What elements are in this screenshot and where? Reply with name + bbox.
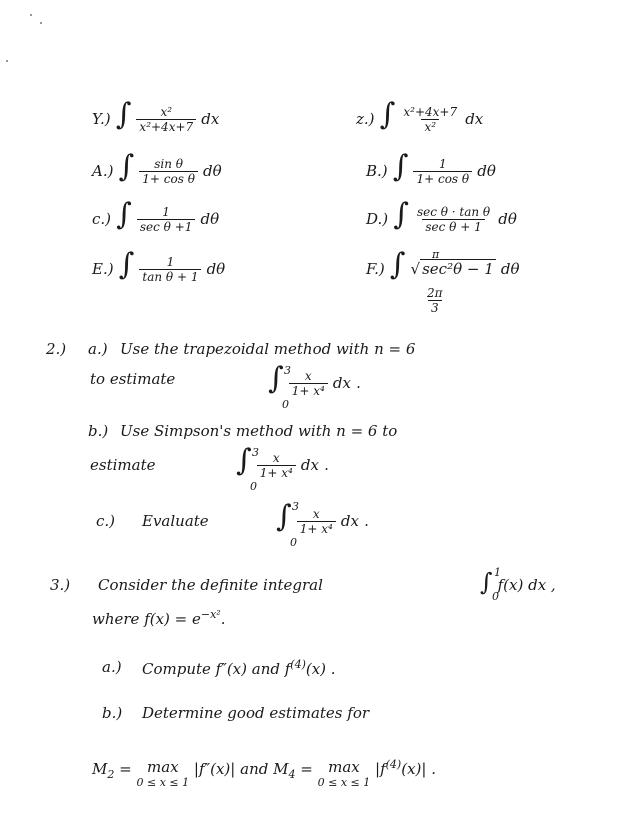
problem2-a-text: to estimate	[90, 370, 176, 388]
fraction	[136, 105, 196, 134]
m4-symbol: M	[273, 760, 289, 778]
lower-limit: 0	[282, 398, 289, 411]
integral-sign: ∫	[116, 197, 132, 232]
item-z	[356, 97, 484, 134]
exponent: −x²	[200, 608, 221, 621]
integral-sign: ∫	[392, 149, 409, 184]
lower-limit: 0	[290, 536, 297, 549]
m2-symbol: M	[92, 760, 108, 778]
problem3-where	[92, 608, 226, 628]
fraction	[257, 451, 296, 480]
differential: dx	[201, 110, 220, 128]
item-y	[92, 97, 220, 134]
period: .	[431, 760, 437, 778]
integral-sign: ∫	[236, 443, 252, 478]
where-text: where f(x) = e	[92, 610, 201, 628]
numerator: sin θ	[154, 157, 183, 171]
and-text: and	[240, 760, 269, 778]
differential: dθ	[203, 162, 222, 180]
denominator: x²+4x+7	[136, 119, 196, 134]
problem2-label: 2.)	[46, 340, 67, 358]
fraction	[139, 157, 198, 186]
fraction	[424, 286, 446, 315]
item-label: c.)	[92, 210, 112, 228]
item-e	[92, 247, 226, 284]
denominator: 1+ cos θ	[139, 171, 198, 186]
upper-limit: 3	[252, 446, 259, 459]
fraction	[297, 507, 336, 536]
denominator: x²	[421, 119, 439, 134]
differential: dx	[300, 456, 319, 474]
item-label: Y.)	[92, 110, 111, 128]
lower-limit	[424, 286, 446, 315]
superscript: (4)	[290, 658, 306, 671]
denominator: sec θ + 1	[422, 219, 484, 234]
denominator: 1+ cos θ	[413, 171, 472, 186]
equals: =	[300, 760, 313, 778]
problem2-c-label: c.)	[96, 512, 116, 530]
fraction	[289, 369, 328, 398]
integral-sign: ∫	[118, 149, 135, 184]
period: .	[364, 512, 369, 530]
upper-limit: 3	[284, 364, 291, 377]
problem3-text: Consider the definite integral	[98, 576, 323, 594]
item-label: D.)	[366, 210, 389, 228]
max-text: max	[328, 758, 360, 776]
problem3-b-label: b.)	[102, 704, 123, 722]
denominator: 1+ x⁴	[257, 465, 296, 480]
scan-speck	[30, 14, 32, 16]
integral-sign: ∫	[268, 361, 284, 396]
lower-limit: 0	[492, 590, 499, 603]
max-operator	[318, 758, 371, 789]
m4-abs-close: (x)|	[401, 760, 427, 778]
item-label: z.)	[356, 110, 375, 128]
problem3-a-text	[142, 658, 336, 678]
numerator: 2π	[427, 286, 443, 300]
item-label: B.)	[366, 162, 388, 180]
upper-limit: 3	[292, 500, 299, 513]
period: .	[220, 610, 226, 628]
item-a	[92, 149, 222, 186]
numerator: x²	[160, 105, 173, 119]
lower-limit: 0	[250, 480, 257, 493]
numerator: x	[304, 369, 312, 383]
denominator: tan θ + 1	[139, 269, 201, 284]
m2-expression	[92, 758, 436, 789]
radical: √ sec²θ − 1	[410, 260, 494, 278]
problem2-a-text: Use the trapezoidal method with n = 6	[120, 340, 416, 358]
item-f	[366, 247, 520, 282]
max-range: 0 ≤ x ≤ 1	[317, 776, 371, 789]
numerator: x²+4x+7	[403, 105, 458, 119]
upper-limit: π	[432, 248, 440, 261]
integral-sign: ∫	[393, 197, 409, 232]
problem2-c-text: Evaluate	[142, 512, 209, 530]
subscript: 4	[288, 768, 296, 781]
differential: dθ	[500, 260, 520, 278]
item-d	[366, 197, 517, 234]
fraction	[413, 157, 472, 186]
item-c	[92, 197, 220, 234]
differential: dθ	[477, 162, 496, 180]
differential: dθ	[498, 210, 517, 228]
compute-text: Compute f″(x) and f	[142, 660, 291, 678]
compute-tail: (x) .	[305, 660, 336, 678]
differential: dx	[340, 512, 359, 530]
denominator: 1+ x⁴	[297, 521, 336, 536]
problem2-a-integral	[268, 361, 361, 398]
numerator: 1	[166, 255, 175, 269]
problem2-a-label: a.)	[88, 340, 108, 358]
radicand: sec²θ − 1	[422, 260, 494, 278]
integrand: f(x) dx ,	[497, 576, 556, 594]
problem2-b-text: estimate	[90, 456, 156, 474]
m4-abs-open: |f	[375, 760, 386, 778]
denominator: 3	[428, 300, 442, 315]
differential: dx	[332, 374, 351, 392]
item-b	[366, 149, 496, 186]
integral-sign: ∫	[389, 247, 406, 282]
period: .	[356, 374, 361, 392]
denominator: 1+ x⁴	[289, 383, 328, 398]
max-operator	[137, 758, 190, 789]
numerator: 1	[162, 205, 170, 219]
superscript: (4)	[385, 758, 402, 771]
max-range: 0 ≤ x ≤ 1	[136, 776, 190, 789]
upper-limit: 1	[494, 566, 501, 579]
item-label: E.)	[92, 260, 114, 278]
numerator: sec θ · tan θ	[416, 205, 491, 219]
integral-sign: ∫	[118, 247, 135, 282]
scan-speck	[40, 22, 42, 24]
m2-abs: |f″(x)|	[193, 760, 236, 778]
integral-sign: ∫	[379, 97, 396, 132]
fraction	[139, 255, 201, 284]
period: .	[324, 456, 329, 474]
problem3-label: 3.)	[50, 576, 71, 594]
equals: =	[119, 760, 132, 778]
integral-sign: ∫	[115, 97, 132, 132]
item-label: F.)	[366, 260, 385, 278]
problem2-c-integral	[276, 499, 369, 536]
max-text: max	[146, 758, 179, 776]
problem3-b-text: Determine good estimates for	[142, 704, 370, 722]
numerator: 1	[438, 157, 447, 171]
subscript: 2	[107, 768, 115, 781]
denominator: sec θ +1	[137, 219, 196, 234]
problem3-a-label: a.)	[102, 658, 122, 676]
problem2-b-text: Use Simpson's method with n = 6 to	[120, 422, 398, 440]
integral-sign: ∫	[276, 499, 292, 534]
scan-speck	[6, 60, 8, 62]
integral-sign: ∫	[480, 568, 493, 596]
fraction	[414, 205, 493, 234]
numerator: x	[312, 507, 320, 521]
differential: dθ	[200, 210, 220, 228]
numerator: x	[272, 451, 280, 465]
problem2-b-integral	[236, 443, 329, 480]
fraction	[137, 205, 196, 234]
problem2-b-label: b.)	[88, 422, 109, 440]
item-label: A.)	[92, 162, 114, 180]
differential: dθ	[206, 260, 226, 278]
fraction	[400, 105, 460, 134]
differential: dx	[465, 110, 484, 128]
